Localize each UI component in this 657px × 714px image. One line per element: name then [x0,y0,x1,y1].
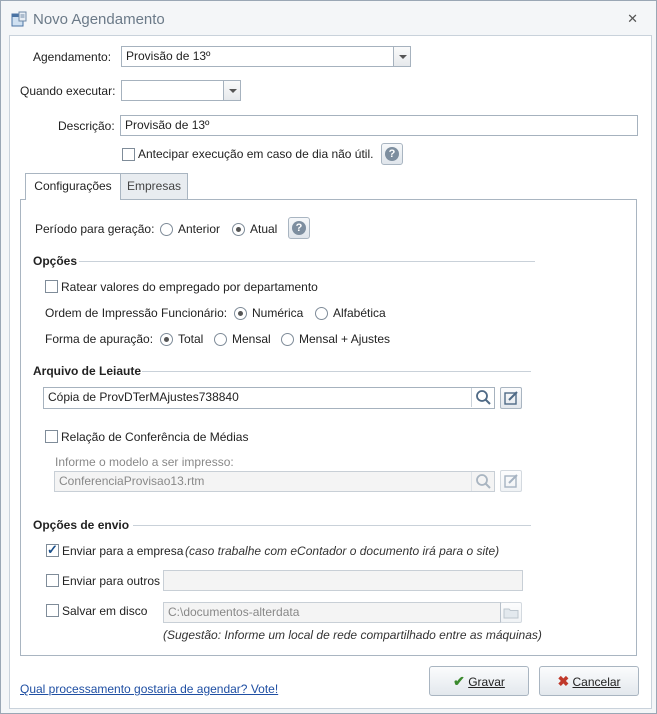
salvar-disco-input[interactable] [163,602,501,623]
quando-executar-combo[interactable] [121,80,241,101]
cancelar-button[interactable] [539,666,639,696]
radio-total-label: Total [178,332,204,346]
radio-atual[interactable] [232,223,245,236]
vote-link[interactable]: Qual processamento gostaria de agendar? Vote! [20,682,279,696]
divider [79,261,535,262]
tab-label: Configurações [34,179,112,193]
radio-anterior[interactable] [160,223,173,236]
radio-atual-label: Atual [250,222,278,236]
antecipar-label: Antecipar execução em caso de dia não útil. [138,147,374,161]
enviar-outros-checkbox[interactable] [46,574,59,587]
tab-label: Empresas [126,179,182,193]
modelo-value: ConferenciaProvisao13.rtm [59,474,205,488]
descricao-input[interactable] [120,115,638,136]
ratear-checkbox[interactable] [45,280,58,293]
question-icon: ? [385,147,399,161]
envio-section-title: Opções de envio [33,518,130,532]
ordem-label: Ordem de Impressão Funcionário: [45,306,228,320]
radio-mensal-ajustes[interactable] [281,333,294,346]
radio-alfabetica-label: Alfabética [333,306,386,320]
modelo-label: Informe o modelo a ser impresso: [55,455,234,469]
cancelar-label: Cancelar [572,675,621,689]
descricao-label: Descrição: [58,119,115,133]
radio-alfabetica[interactable] [315,307,328,320]
radio-anterior-label: Anterior [178,222,221,236]
chevron-down-icon[interactable] [393,46,411,67]
question-icon: ? [292,221,306,235]
radio-total[interactable] [160,333,173,346]
opcoes-section-title: Opções [33,254,78,268]
radio-mensal-ajustes-label: Mensal + Ajustes [299,332,391,346]
check-icon: ✔ [453,673,465,689]
edit-icon [501,471,521,491]
relacao-checkbox[interactable] [45,430,58,443]
salvar-disco-checkbox[interactable] [46,604,59,617]
arquivo-value: Cópia de ProvDTerMAjustes738840 [48,390,239,404]
radio-mensal[interactable] [214,333,227,346]
salvar-disco-value: C:\documentos-alterdata [168,605,300,619]
edit-button[interactable] [500,470,522,492]
cancel-x-icon: ✖ [557,673,570,689]
salvar-disco-label: Salvar em disco [62,604,148,618]
modelo-input[interactable] [54,471,495,492]
radio-mensal-label: Mensal [232,332,271,346]
divider [133,525,531,526]
quando-executar-label: Quando executar: [20,84,116,98]
forma-label: Forma de apuração: [45,332,154,346]
relacao-label: Relação de Conferência de Médias [61,430,249,444]
edit-button[interactable] [500,387,522,409]
enviar-empresa-label: Enviar para a empresa [62,544,184,558]
radio-numerica-label: Numérica [252,306,304,320]
agendamento-value: Provisão de 13º [126,49,211,63]
agendamento-label: Agendamento: [33,50,112,64]
enviar-outros-label: Enviar para outros [62,574,161,588]
close-icon[interactable]: ✕ [627,11,638,26]
ratear-label: Ratear valores do empregado por departamento [61,280,318,294]
search-icon[interactable] [471,388,494,407]
gravar-button[interactable] [429,666,529,696]
arquivo-input[interactable] [43,387,495,409]
chevron-down-icon[interactable] [223,80,241,101]
agendamento-combo[interactable] [121,46,411,67]
folder-button[interactable] [500,602,522,623]
enviar-empresa-note: (caso trabalhe com eContador o documento irá para o site) [185,544,500,558]
sugestao-text: (Sugestão: Informe um local de rede compartilhado entre as máquinas) [163,628,542,642]
calendar-app-icon [11,11,27,27]
window-title: Novo Agendamento [33,11,165,28]
antecipar-checkbox[interactable] [122,148,135,161]
folder-icon [501,603,521,622]
enviar-outros-input[interactable] [163,570,523,591]
arquivo-section-title: Arquivo de Leiaute [33,364,142,378]
search-icon[interactable] [471,472,494,491]
divider [142,371,531,372]
edit-icon [501,388,521,408]
gravar-label: Gravar [468,675,505,689]
tab-configuracoes[interactable] [25,173,121,200]
tab-empresas[interactable] [120,173,188,199]
periodo-label: Período para geração: [35,222,155,236]
descricao-value: Provisão de 13º [125,118,210,132]
title-bar [1,1,656,35]
help-button[interactable] [381,143,403,165]
radio-numerica[interactable] [234,307,247,320]
help-button[interactable] [288,217,310,239]
enviar-empresa-checkbox[interactable] [46,544,59,557]
